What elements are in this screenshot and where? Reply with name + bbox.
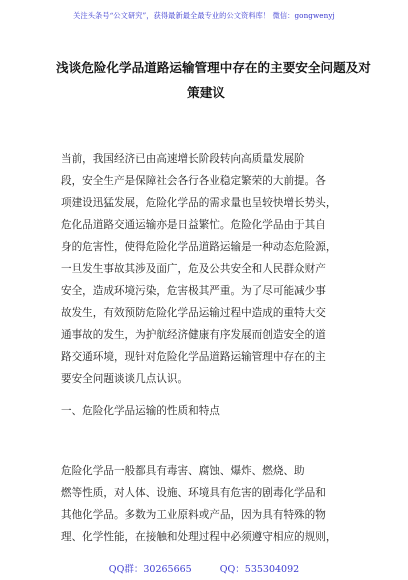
text-line: 其他化学品。多数为工业原料或产品，因为具有特殊的物 — [61, 509, 326, 521]
text-line: 危化品道路交通运输亦是日益繁忙。危险化学品由于其自 — [61, 219, 326, 231]
text-line: 路交通环境，现针对危险化学品道路运输管理中存在的主 — [61, 351, 326, 363]
text-line: 要安全问题谈谈几点认识。 — [61, 373, 189, 385]
header-promo-note: 关注头条号“公文研究”，获得最新最全最专业的公文资料库！ 微信：gongwenyj — [73, 11, 335, 20]
text-line: 身的危害性，使得危险化学品道路运输是一种动态危险源， — [61, 241, 337, 253]
text-line: 项建设迅猛发展，危险化学品的需求量也呈较快增长势头， — [61, 197, 337, 209]
paragraph-intro — [61, 148, 351, 390]
document-title — [56, 55, 371, 105]
text-line: 故发生，有效预防危险化学品运输过程中造成的重特大交 — [61, 307, 326, 319]
section-heading — [61, 400, 351, 422]
heading-line: 一、危险化学品运输的性质和特点 — [61, 405, 220, 417]
text-line: 当前，我国经济已由高速增长阶段转向高质量发展阶 — [61, 153, 305, 165]
text-line: 段，安全生产是保障社会各行各业稳定繁荣的大前提。各 — [61, 175, 326, 187]
text-line: 燃等性质，对人体、设施、环境具有危害的剧毒化学品和 — [61, 487, 326, 499]
text-line: 安全，造成环境污染，危害极其严重。为了尽可能减少事 — [61, 285, 326, 297]
qq-group-text: QQ群：30265665 — [108, 564, 192, 575]
text-line: 理、化学性能，在接触和处理过程中必须遵守相应的规则， — [61, 531, 337, 543]
paragraph-section-1 — [61, 460, 351, 548]
footer-contact — [0, 561, 408, 575]
title-line: 浅谈危险化学品道路运输管理中存在的主要安全问题及对 — [56, 60, 371, 75]
text-line: 危险化学品一般都具有毒害、腐蚀、爆炸、燃烧、助 — [61, 465, 305, 477]
title-line: 策建议 — [187, 85, 225, 100]
text-line: 通事故的发生，为护航经济健康有序发展而创造安全的道 — [61, 329, 326, 341]
qq-number-text: QQ：535304092 — [219, 564, 300, 575]
text-line: 一旦发生事故其涉及面广，危及公共安全和人民群众财产 — [61, 263, 326, 275]
